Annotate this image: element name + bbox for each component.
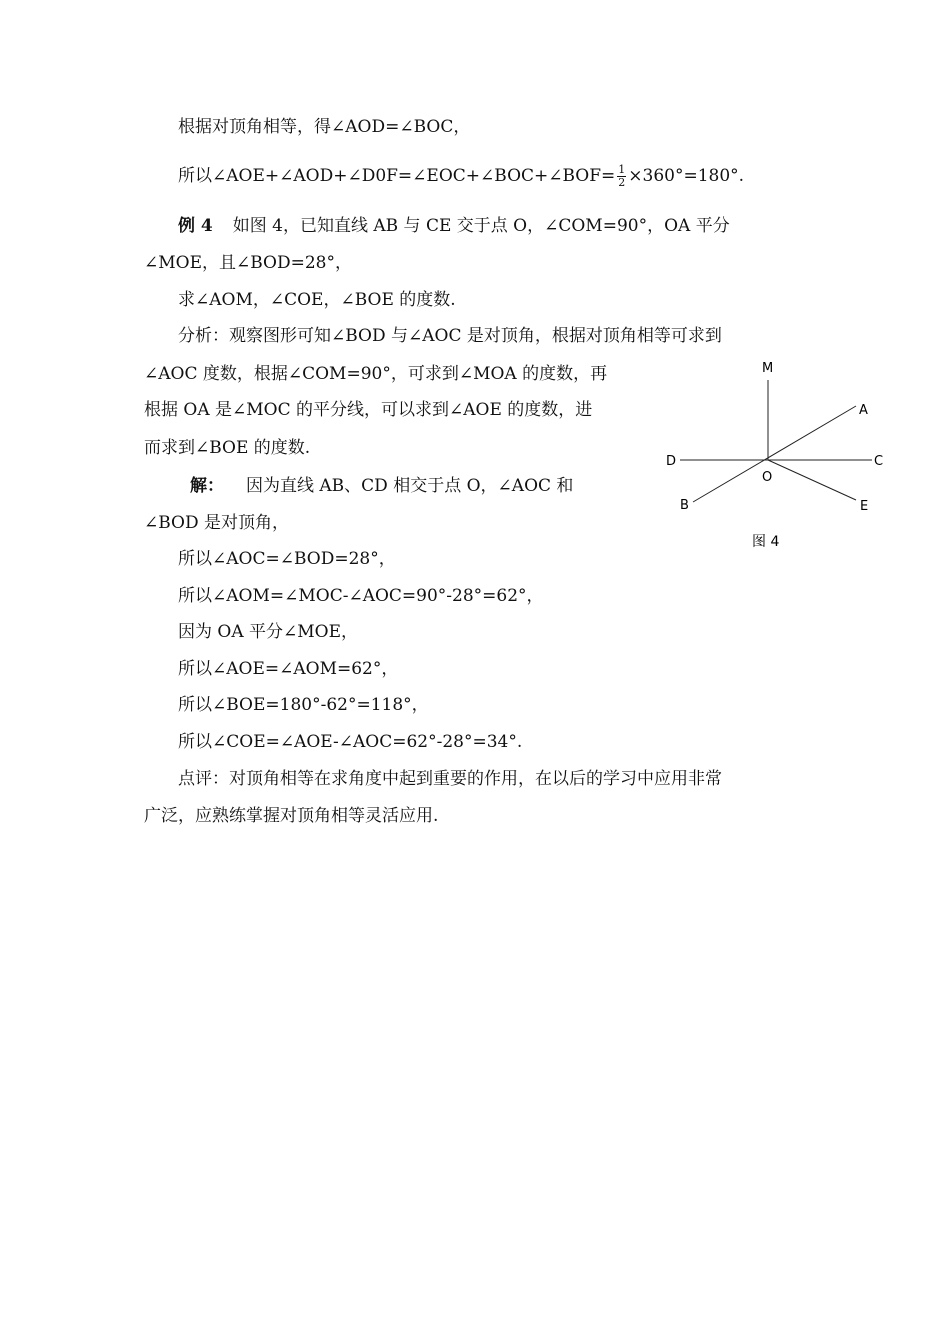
example-text-1: 如图 4，已知直线 AB 与 CE 交于点 O，∠COM=90°，OA 平分 — [232, 216, 730, 236]
review-line-1: 点评：对顶角相等在求角度中起到重要的作用，在以后的学习中应用非常 — [178, 769, 722, 789]
fraction-numerator: 1 — [618, 163, 626, 176]
example-line-2: ∠MOE，且∠BOD=28°， — [144, 253, 352, 273]
label-D: D — [666, 454, 677, 469]
top-line-1: 根据对顶角相等，得∠AOD=∠BOC， — [178, 117, 471, 137]
review-line-2: 广泛，应熟练掌握对顶角相等灵活应用. — [144, 806, 439, 826]
solution-step: 所以∠BOE=180°-62°=118°， — [178, 695, 429, 715]
ray-OE — [768, 460, 856, 500]
label-C: C — [874, 454, 884, 469]
fraction-denominator: 2 — [618, 176, 626, 189]
figure-4 — [650, 350, 910, 560]
top-line-2 — [178, 164, 744, 189]
top-line-2-pre: 所以∠AOE+∠AOD+∠D0F=∠EOC+∠BOC+∠BOF= — [178, 166, 616, 186]
label-E: E — [860, 499, 869, 514]
analysis-line-3: 根据 OA 是∠MOC 的平分线，可以求到∠AOE 的度数，进 — [144, 400, 593, 420]
label-A: A — [859, 403, 868, 418]
label-O: O — [762, 470, 773, 485]
example-question: 求∠AOM，∠COE，∠BOE 的度数. — [178, 290, 456, 310]
example-label: 例 4 — [178, 216, 213, 236]
solution-line-1 — [190, 475, 573, 497]
label-M: M — [762, 361, 774, 376]
label-B: B — [680, 498, 689, 513]
solution-step: 所以∠AOM=∠MOC-∠AOC=90°-28°=62°， — [178, 586, 544, 606]
figure-caption: 图 4 — [752, 534, 780, 550]
solution-step: 因为 OA 平分∠MOE， — [178, 622, 359, 642]
line-AB — [693, 406, 856, 502]
analysis-line-4: 而求到∠BOE 的度数. — [144, 438, 311, 458]
solution-label: 解： — [190, 476, 224, 496]
analysis-line-2: ∠AOC 度数，根据∠COM=90°，可求到∠MOA 的度数，再 — [144, 364, 608, 384]
top-line-2-post: ×360°=180°. — [628, 166, 745, 186]
solution-step: 所以∠AOC=∠BOD=28°， — [178, 549, 396, 569]
solution-text-1: 因为直线 AB、CD 相交于点 O，∠AOC 和 — [246, 476, 574, 496]
solution-line-2: ∠BOD 是对顶角， — [144, 513, 290, 533]
solution-step: 所以∠COE=∠AOE-∠AOC=62°-28°=34°. — [178, 732, 523, 752]
analysis-line-1: 分析：观察图形可知∠BOD 与∠AOC 是对顶角，根据对顶角相等可求到 — [178, 326, 722, 346]
fraction — [617, 164, 626, 189]
example-line-1 — [178, 215, 730, 237]
solution-step: 所以∠AOE=∠AOM=62°， — [178, 659, 399, 679]
